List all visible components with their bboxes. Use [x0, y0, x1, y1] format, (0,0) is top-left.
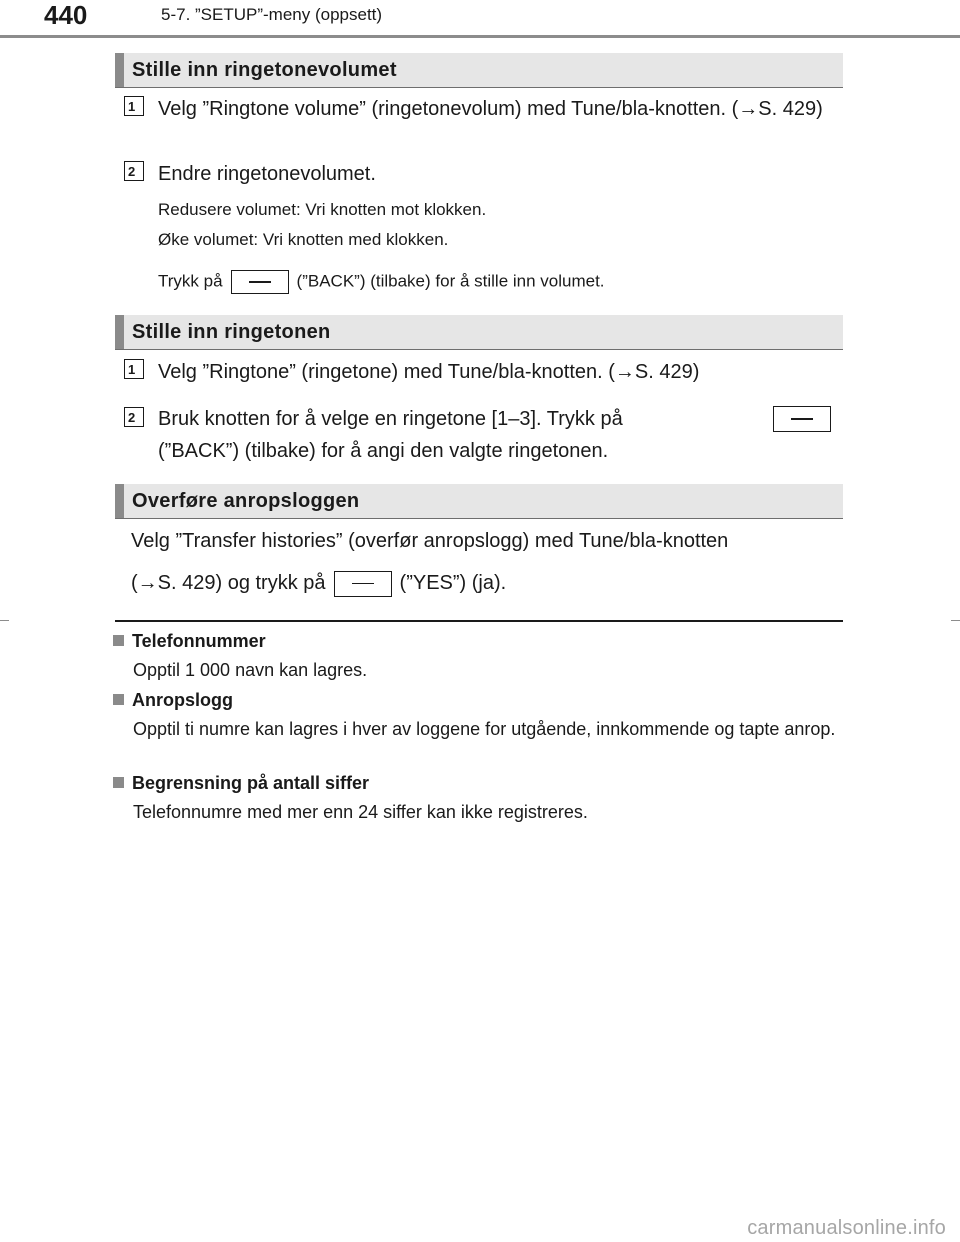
section-heading-ringtone [115, 315, 843, 350]
section-heading-bar [115, 53, 124, 87]
note-body-digit-limit: Telefonnumre med mer enn 24 siffer kan ikke registreres. [133, 802, 588, 822]
notes-separator [115, 620, 843, 622]
note-title-phone-number [113, 631, 266, 652]
header-rule [0, 35, 960, 38]
step-badge-2: 2 [124, 161, 144, 181]
note-body-phone-number: Opptil 1 000 navn kan lagres. [133, 660, 368, 680]
transfer-line-1: Velg ”Transfer histories” (overfør anropslogg) med Tune/bla-knotten [131, 530, 729, 552]
section-heading-label: Stille inn ringetonen [132, 321, 331, 343]
section-heading-bar [115, 315, 124, 349]
step-badge-1: 1 [124, 359, 144, 379]
note-title-call-log [113, 690, 233, 711]
crop-mark-left [0, 620, 9, 621]
transfer-line-2-prefix: (→S. 429) og trykk på [131, 572, 326, 594]
note-title-text: Telefonnummer [132, 631, 266, 651]
step-1-text: Velg ”Ringtone volume” (ringetonevolum) med Tune/bla-knotten. (→S. 429) [158, 98, 823, 120]
section-heading-label: Overføre anropsloggen [132, 490, 360, 512]
section-heading-transfer [115, 484, 843, 519]
crop-mark-right [951, 620, 960, 621]
page-number: 440 [44, 0, 88, 30]
section-heading-bar [115, 484, 124, 518]
note-title-digit-limit [113, 773, 369, 794]
step-2-line-1: Bruk knotten for å velge en ringetone [1–3]. Trykk på [158, 408, 623, 430]
note-title-text: Anropslogg [132, 690, 233, 710]
step-2-line-2: (”BACK”) (tilbake) for å angi den valgte ringetonen. [158, 440, 609, 462]
square-bullet-icon [113, 694, 124, 705]
chapter-title: 5-7. ”SETUP”-meny (oppsett) [161, 5, 383, 24]
step-2-text: Endre ringetonevolumet. [158, 163, 376, 185]
back-button-icon [231, 270, 289, 294]
square-bullet-icon [113, 635, 124, 646]
back-button-icon [773, 406, 831, 432]
note-body-call-log: Opptil ti numre kan lagres i hver av loggene for utgående, innkommende og tapte anrop. [133, 719, 836, 739]
sub-text-back-prefix: Trykk på [158, 271, 223, 291]
section-heading-label: Stille inn ringetonevolumet [132, 59, 397, 81]
watermark-link[interactable]: carmanualsonline.info [747, 1217, 946, 1239]
transfer-line-2 [131, 562, 838, 604]
step-badge-2: 2 [124, 407, 144, 427]
yes-button-icon [334, 571, 392, 597]
step-badge-1: 1 [124, 96, 144, 116]
sub-text-increase: Øke volumet: Vri knotten med klokken. [158, 230, 449, 249]
step-1-text: Velg ”Ringtone” (ringetone) med Tune/bla-knotten. (→S. 429) [158, 361, 700, 383]
sub-text-back [158, 270, 605, 294]
section-heading-ringtone-volume [115, 53, 843, 88]
sub-text-decrease: Redusere volumet: Vri knotten mot klokken. [158, 200, 487, 219]
note-title-text: Begrensning på antall siffer [132, 773, 370, 793]
transfer-line-2-suffix: (”YES”) (ja). [399, 572, 507, 594]
square-bullet-icon [113, 777, 124, 788]
sub-text-back-suffix: (”BACK”) (tilbake) for å stille inn volumet. [296, 271, 605, 291]
